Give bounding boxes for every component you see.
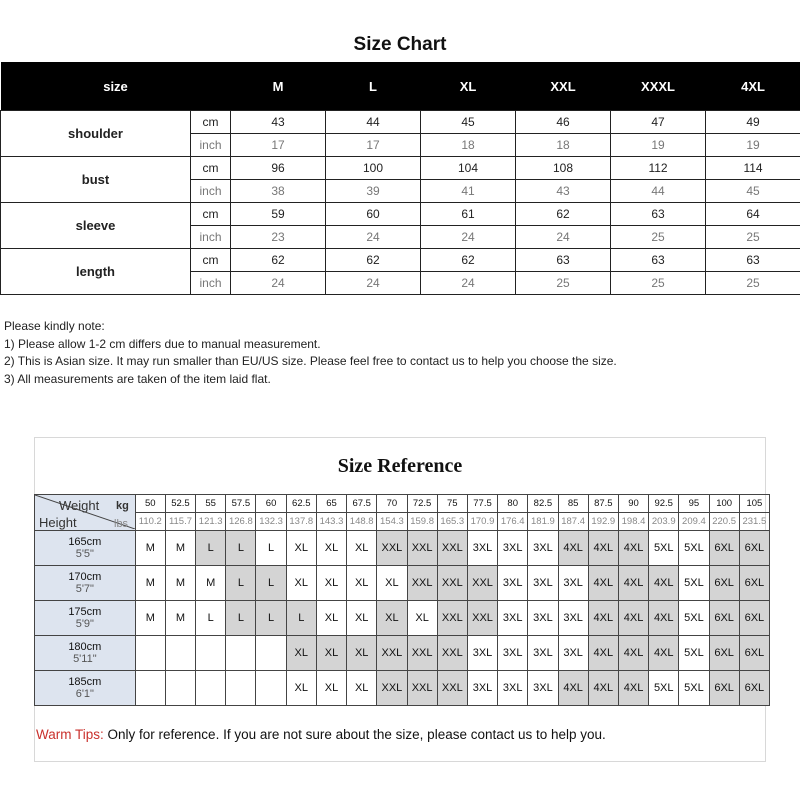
size-cell: L [196, 531, 226, 566]
weight-kg-cell: 80 [498, 495, 528, 513]
size-cell: 4XL [558, 531, 588, 566]
cm-value-cell: 62 [421, 249, 516, 272]
height-cell [35, 531, 136, 566]
size-cell: M [165, 531, 195, 566]
size-cell: XL [347, 636, 377, 671]
size-cell: 4XL [618, 636, 648, 671]
size-cell: 3XL [558, 601, 588, 636]
inch-value-cell: 24 [516, 226, 611, 249]
height-row [35, 671, 770, 706]
size-cell: 4XL [649, 566, 679, 601]
height-label: Height [39, 515, 77, 530]
measurement-name: sleeve [1, 203, 191, 249]
size-cell [196, 636, 226, 671]
cm-value-cell: 46 [516, 111, 611, 134]
unit-inch-label: inch [191, 226, 231, 249]
size-cell: 4XL [588, 601, 618, 636]
cm-value-cell: 43 [231, 111, 326, 134]
inch-value-cell: 41 [421, 180, 516, 203]
weight-label: Weight [59, 498, 100, 513]
size-cell: XL [377, 566, 407, 601]
weight-kg-cell: 77.5 [467, 495, 497, 513]
cm-value-cell: 104 [421, 157, 516, 180]
size-cell [165, 671, 195, 706]
height-ft: 6'1" [75, 688, 94, 700]
cm-value-cell: 100 [326, 157, 421, 180]
measurement-row-cm [1, 203, 800, 226]
size-cell [135, 636, 165, 671]
size-cell: 3XL [467, 531, 497, 566]
size-cell: XL [316, 601, 346, 636]
cm-value-cell: 62 [516, 203, 611, 226]
size-cell: 4XL [618, 671, 648, 706]
size-cell: 3XL [528, 566, 558, 601]
height-row [35, 636, 770, 671]
size-cell: 4XL [618, 601, 648, 636]
weight-lbs-cell: 220.5 [709, 513, 739, 531]
height-cell [35, 671, 136, 706]
inch-value-cell: 18 [421, 134, 516, 157]
note-line: 2) This is Asian size. It may run smaller than EU/US size. Please feel free to contact us to help you choose the size. [4, 354, 617, 368]
weight-lbs-cell: 203.9 [649, 513, 679, 531]
measurement-name: length [1, 249, 191, 295]
size-cell: XL [316, 636, 346, 671]
measurement-row-cm [1, 111, 800, 134]
size-cell: 4XL [649, 601, 679, 636]
size-cell: XL [377, 601, 407, 636]
weight-kg-cell: 72.5 [407, 495, 437, 513]
size-cell: L [256, 531, 286, 566]
size-cell: 3XL [498, 566, 528, 601]
size-header-cell: 4XL [706, 62, 800, 111]
height-cm: 180cm [68, 641, 102, 653]
note-line: 1) Please allow 1-2 cm differs due to manual measurement. [4, 336, 321, 351]
height-row [35, 601, 770, 636]
size-cell: XL [286, 531, 316, 566]
height-cell [35, 636, 136, 671]
size-cell: L [286, 601, 316, 636]
unit-inch-label: inch [191, 134, 231, 157]
weight-kg-cell: 52.5 [165, 495, 195, 513]
measurement-name: shoulder [1, 111, 191, 157]
size-cell: XXL [407, 671, 437, 706]
size-cell: 4XL [588, 636, 618, 671]
size-cell: L [226, 531, 256, 566]
size-cell [226, 636, 256, 671]
weight-kg-cell: 50 [135, 495, 165, 513]
inch-value-cell: 19 [706, 134, 800, 157]
size-header-label: size [1, 62, 231, 111]
cm-value-cell: 62 [231, 249, 326, 272]
inch-value-cell: 24 [421, 272, 516, 295]
size-cell: XL [347, 531, 377, 566]
size-cell: 6XL [739, 601, 769, 636]
cm-value-cell: 63 [611, 203, 706, 226]
inch-value-cell: 17 [326, 134, 421, 157]
size-cell: XL [316, 531, 346, 566]
size-cell: 6XL [739, 636, 769, 671]
weight-lbs-cell: 143.3 [316, 513, 346, 531]
size-cell: L [256, 601, 286, 636]
size-cell: M [135, 566, 165, 601]
warm-tips [36, 727, 606, 742]
size-cell: 3XL [528, 531, 558, 566]
inch-value-cell: 24 [231, 272, 326, 295]
size-cell: 4XL [588, 531, 618, 566]
weight-lbs-cell: 192.9 [588, 513, 618, 531]
lbs-unit-label: lbs [114, 518, 129, 530]
size-cell: 6XL [709, 671, 739, 706]
size-cell: 3XL [528, 601, 558, 636]
weight-lbs-cell: 170.9 [467, 513, 497, 531]
unit-inch-label: inch [191, 272, 231, 295]
weight-lbs-cell: 148.8 [347, 513, 377, 531]
size-cell: 6XL [739, 531, 769, 566]
height-ft: 5'7" [75, 583, 94, 595]
weight-kg-cell: 85 [558, 495, 588, 513]
size-cell: XL [286, 566, 316, 601]
cm-value-cell: 59 [231, 203, 326, 226]
note-line: Please kindly note: [4, 319, 105, 333]
size-cell: L [226, 601, 256, 636]
size-reference-title: Size Reference [337, 455, 463, 477]
cm-value-cell: 61 [421, 203, 516, 226]
measurement-name: bust [1, 157, 191, 203]
weight-lbs-cell: 110.2 [135, 513, 165, 531]
size-cell: 5XL [679, 671, 709, 706]
size-cell: XXL [407, 636, 437, 671]
weight-kg-cell: 67.5 [347, 495, 377, 513]
inch-value-cell: 25 [706, 226, 800, 249]
size-cell: 5XL [679, 566, 709, 601]
inch-value-cell: 25 [706, 272, 800, 295]
size-chart-title: Size Chart [353, 34, 447, 55]
size-notes [4, 318, 617, 388]
height-ft: 5'11" [73, 653, 97, 665]
size-cell: XXL [377, 531, 407, 566]
cm-value-cell: 63 [706, 249, 800, 272]
size-cell: XXL [407, 531, 437, 566]
size-cell: XXL [437, 531, 467, 566]
inch-value-cell: 44 [611, 180, 706, 203]
inch-value-cell: 24 [326, 272, 421, 295]
weight-kg-cell: 57.5 [226, 495, 256, 513]
height-cm: 170cm [68, 571, 102, 583]
weight-kg-cell: 70 [377, 495, 407, 513]
size-cell: 6XL [709, 636, 739, 671]
inch-value-cell: 39 [326, 180, 421, 203]
cm-value-cell: 108 [516, 157, 611, 180]
inch-value-cell: 24 [421, 226, 516, 249]
inch-value-cell: 45 [706, 180, 800, 203]
height-row [35, 566, 770, 601]
weight-lbs-row [35, 513, 770, 531]
size-cell: XXL [467, 601, 497, 636]
size-cell: M [135, 531, 165, 566]
size-cell: XL [286, 636, 316, 671]
size-header-cell: XXXL [611, 62, 706, 111]
size-cell: XL [347, 601, 377, 636]
unit-cm-label: cm [191, 249, 231, 272]
size-cell: 4XL [618, 531, 648, 566]
cm-value-cell: 47 [611, 111, 706, 134]
cm-value-cell: 60 [326, 203, 421, 226]
weight-lbs-cell: 209.4 [679, 513, 709, 531]
size-header-row [1, 62, 800, 111]
weight-lbs-cell: 159.8 [407, 513, 437, 531]
size-cell: XXL [467, 566, 497, 601]
size-cell: 6XL [739, 566, 769, 601]
height-cell [35, 566, 136, 601]
note-line: 3) All measurements are taken of the item laid flat. [4, 371, 271, 386]
size-cell: 3XL [467, 671, 497, 706]
weight-lbs-cell: 132.3 [256, 513, 286, 531]
size-cell: 3XL [558, 636, 588, 671]
weight-kg-cell: 60 [256, 495, 286, 513]
size-header-cell: XXL [516, 62, 611, 111]
size-cell [256, 636, 286, 671]
size-cell: XL [286, 671, 316, 706]
size-cell: 3XL [498, 531, 528, 566]
size-cell: 5XL [679, 531, 709, 566]
weight-lbs-cell: 154.3 [377, 513, 407, 531]
size-cell: 4XL [618, 566, 648, 601]
size-cell [226, 671, 256, 706]
weight-lbs-cell: 126.8 [226, 513, 256, 531]
size-chart-table [0, 62, 800, 295]
size-cell: 5XL [649, 531, 679, 566]
height-row [35, 531, 770, 566]
weight-kg-cell: 82.5 [528, 495, 558, 513]
cm-value-cell: 96 [231, 157, 326, 180]
size-cell: XL [316, 566, 346, 601]
size-cell: XXL [407, 566, 437, 601]
size-cell: XXL [437, 601, 467, 636]
unit-cm-label: cm [191, 111, 231, 134]
size-cell: 3XL [528, 671, 558, 706]
size-cell: 4XL [558, 671, 588, 706]
weight-lbs-cell: 231.5 [739, 513, 769, 531]
weight-kg-cell: 55 [196, 495, 226, 513]
inch-value-cell: 23 [231, 226, 326, 249]
size-cell: XXL [377, 671, 407, 706]
inch-value-cell: 25 [516, 272, 611, 295]
size-cell: 3XL [498, 636, 528, 671]
kg-unit-label: kg [116, 500, 129, 512]
size-cell [196, 671, 226, 706]
height-cell [35, 601, 136, 636]
inch-value-cell: 43 [516, 180, 611, 203]
size-cell: 4XL [588, 566, 618, 601]
size-cell: 3XL [467, 636, 497, 671]
size-cell: XL [407, 601, 437, 636]
weight-kg-cell: 92.5 [649, 495, 679, 513]
size-cell: M [196, 566, 226, 601]
cm-value-cell: 44 [326, 111, 421, 134]
weight-lbs-cell: 115.7 [165, 513, 195, 531]
size-cell: XXL [377, 636, 407, 671]
size-cell [256, 671, 286, 706]
size-cell: 3XL [498, 601, 528, 636]
size-cell: XXL [437, 566, 467, 601]
size-reference-table [34, 494, 770, 706]
height-cm: 165cm [68, 536, 102, 548]
weight-lbs-cell: 176.4 [498, 513, 528, 531]
weight-kg-cell: 75 [437, 495, 467, 513]
cm-value-cell: 112 [611, 157, 706, 180]
weight-height-corner [35, 495, 136, 531]
cm-value-cell: 63 [611, 249, 706, 272]
weight-kg-cell: 95 [679, 495, 709, 513]
size-cell: M [165, 566, 195, 601]
weight-lbs-cell: 181.9 [528, 513, 558, 531]
inch-value-cell: 38 [231, 180, 326, 203]
size-cell: L [256, 566, 286, 601]
size-cell: 3XL [528, 636, 558, 671]
measurement-row-cm [1, 249, 800, 272]
size-cell: XL [347, 566, 377, 601]
warm-tips-label: Warm Tips: [36, 727, 104, 742]
weight-lbs-cell: 121.3 [196, 513, 226, 531]
height-ft: 5'9" [75, 618, 94, 630]
inch-value-cell: 19 [611, 134, 706, 157]
cm-value-cell: 45 [421, 111, 516, 134]
inch-value-cell: 18 [516, 134, 611, 157]
height-ft: 5'5" [75, 548, 94, 560]
size-cell: 4XL [588, 671, 618, 706]
weight-kg-row [35, 495, 770, 513]
cm-value-cell: 64 [706, 203, 800, 226]
weight-kg-cell: 65 [316, 495, 346, 513]
unit-cm-label: cm [191, 157, 231, 180]
size-cell: M [165, 601, 195, 636]
size-cell: L [226, 566, 256, 601]
weight-lbs-cell: 165.3 [437, 513, 467, 531]
size-cell: 6XL [709, 531, 739, 566]
weight-kg-cell: 87.5 [588, 495, 618, 513]
inch-value-cell: 24 [326, 226, 421, 249]
height-cm: 175cm [68, 606, 102, 618]
size-cell: 3XL [498, 671, 528, 706]
size-cell: 6XL [739, 671, 769, 706]
unit-inch-label: inch [191, 180, 231, 203]
weight-kg-cell: 100 [709, 495, 739, 513]
weight-lbs-cell: 187.4 [558, 513, 588, 531]
size-cell: XXL [437, 671, 467, 706]
unit-cm-label: cm [191, 203, 231, 226]
cm-value-cell: 49 [706, 111, 800, 134]
size-cell: 3XL [558, 566, 588, 601]
cm-value-cell: 114 [706, 157, 800, 180]
size-header-cell: L [326, 62, 421, 111]
size-cell: M [135, 601, 165, 636]
cm-value-cell: 63 [516, 249, 611, 272]
height-cm: 185cm [68, 676, 102, 688]
size-cell [165, 636, 195, 671]
weight-lbs-cell: 137.8 [286, 513, 316, 531]
size-cell [135, 671, 165, 706]
cm-value-cell: 62 [326, 249, 421, 272]
size-cell: 5XL [649, 671, 679, 706]
size-cell: 5XL [679, 601, 709, 636]
size-cell: 6XL [709, 566, 739, 601]
size-header-cell: XL [421, 62, 516, 111]
inch-value-cell: 17 [231, 134, 326, 157]
weight-lbs-cell: 198.4 [618, 513, 648, 531]
inch-value-cell: 25 [611, 226, 706, 249]
weight-kg-cell: 90 [618, 495, 648, 513]
size-header-cell: M [231, 62, 326, 111]
measurement-row-cm [1, 157, 800, 180]
size-cell: 6XL [709, 601, 739, 636]
size-cell: XXL [437, 636, 467, 671]
weight-kg-cell: 62.5 [286, 495, 316, 513]
weight-kg-cell: 105 [739, 495, 769, 513]
size-cell: XL [347, 671, 377, 706]
warm-tips-text: Only for reference. If you are not sure about the size, please contact us to help you. [103, 727, 606, 742]
size-cell: 5XL [679, 636, 709, 671]
size-cell: 4XL [649, 636, 679, 671]
size-cell: XL [316, 671, 346, 706]
inch-value-cell: 25 [611, 272, 706, 295]
size-cell: L [196, 601, 226, 636]
